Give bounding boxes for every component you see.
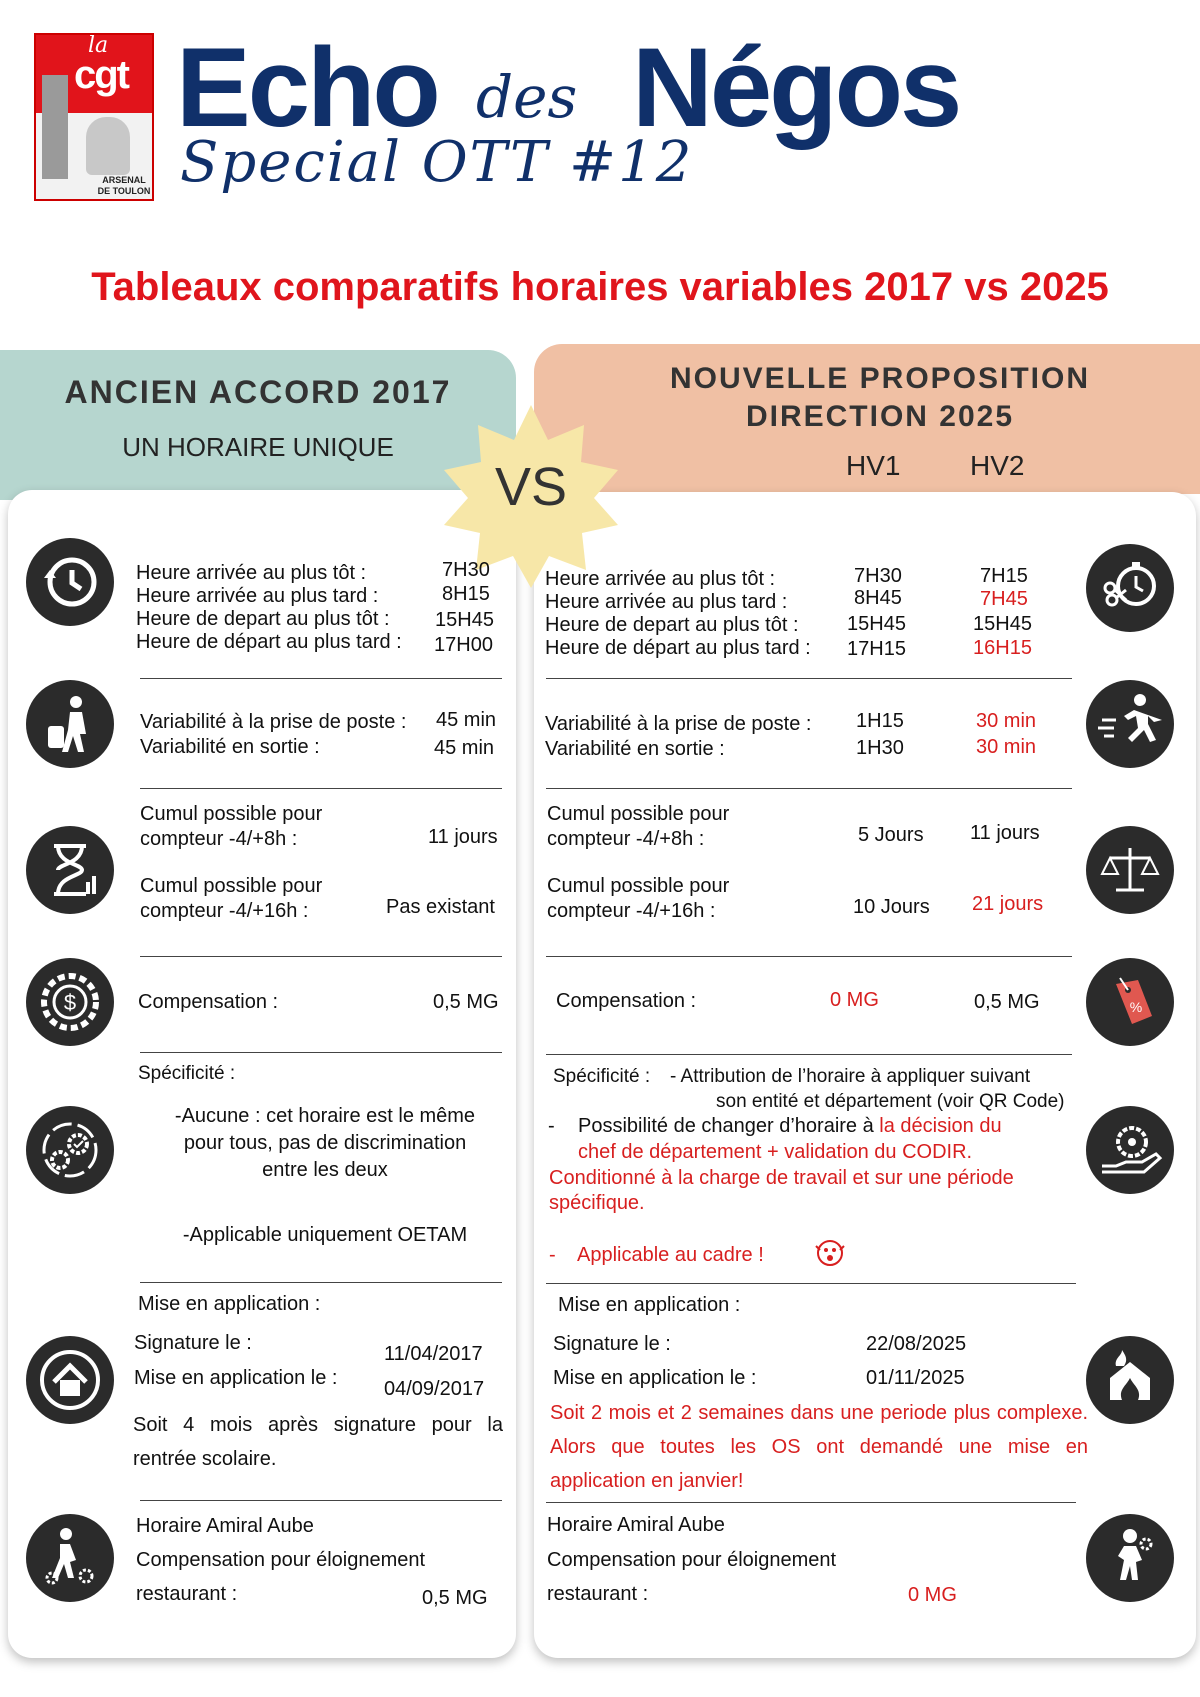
right-hour-label-3: Heure de depart au plus tôt : bbox=[545, 614, 799, 636]
right-hour-hv1-2: 8H45 bbox=[854, 587, 902, 609]
logo-arsenal-text: ARSENAL DE TOULON bbox=[97, 175, 151, 196]
left-var-label-2: Variabilité en sortie : bbox=[140, 736, 320, 758]
svg-text:%: % bbox=[1129, 999, 1143, 1015]
right-cumul-hv1-1: 5 Jours bbox=[858, 824, 924, 846]
left-var-value-1: 45 min bbox=[436, 709, 497, 731]
right-hour-hv2-1: 7H15 bbox=[980, 565, 1028, 587]
left-cumul-label-1a: Cumul possible pour bbox=[140, 803, 323, 825]
hourglass-chart-icon bbox=[26, 826, 114, 914]
left-comp-label: Compensation : bbox=[138, 991, 279, 1013]
hand-gear-icon bbox=[1086, 1106, 1174, 1194]
logo-cgt: cgt bbox=[74, 53, 128, 97]
right-spec-p1a: - Attribution de l’horaire à appliquer suivant bbox=[670, 1066, 1031, 1087]
left-cumul-value-1: 11 jours bbox=[428, 826, 498, 848]
left-hour-value-2: 8H15 bbox=[442, 583, 490, 605]
right-hour-hv1-4: 17H15 bbox=[847, 638, 906, 660]
divider bbox=[546, 788, 1072, 789]
right-comp-label: Compensation : bbox=[556, 990, 697, 1012]
title-negos: Négos bbox=[632, 25, 960, 150]
house-fire-icon bbox=[1086, 1336, 1174, 1424]
left-app-value: 04/09/2017 bbox=[384, 1378, 485, 1400]
hv1-label: HV1 bbox=[846, 450, 901, 481]
right-spec-label: Spécificité : bbox=[553, 1066, 651, 1087]
title-des: des bbox=[476, 63, 578, 131]
vs-label: VS bbox=[494, 457, 568, 517]
right-spec-dash-2: - bbox=[549, 1244, 556, 1266]
right-hour-hv2-4: 16H15 bbox=[973, 637, 1032, 659]
right-title-line2: DIRECTION 2025 bbox=[745, 400, 1015, 433]
right-spec-dash: - bbox=[548, 1115, 555, 1137]
left-app-label: Mise en application le : bbox=[134, 1367, 338, 1389]
left-amiral-l2: Compensation pour éloignement bbox=[136, 1549, 426, 1571]
right-var-hv1-1: 1H15 bbox=[856, 710, 904, 732]
left-hour-label-1: Heure arrivée au plus tôt : bbox=[136, 562, 367, 584]
right-var-hv1-2: 1H30 bbox=[856, 737, 904, 759]
divider bbox=[546, 1054, 1072, 1055]
right-spec-p2a-red: la décision du bbox=[879, 1115, 1002, 1137]
divider bbox=[140, 956, 502, 957]
right-comp-hv1: 0 MG bbox=[830, 989, 879, 1011]
right-title bbox=[640, 360, 1120, 436]
left-signature-label: Signature le : bbox=[134, 1332, 252, 1354]
left-spec-p2: -Applicable uniquement OETAM bbox=[182, 1224, 468, 1246]
right-comp-hv2: 0,5 MG bbox=[974, 991, 1040, 1013]
right-hour-hv1-3: 15H45 bbox=[847, 613, 906, 635]
right-hour-label-2: Heure arrivée au plus tard : bbox=[545, 591, 788, 613]
shocked-face-icon bbox=[812, 1236, 848, 1270]
left-hour-value-3: 15H45 bbox=[435, 609, 494, 631]
left-cumul-label-2a: Cumul possible pour bbox=[140, 875, 323, 897]
left-hour-label-3: Heure de depart au plus tôt : bbox=[136, 608, 390, 630]
left-var-value-2: 45 min bbox=[434, 737, 495, 759]
left-cumul-label-2b: compteur -4/+16h : bbox=[140, 900, 309, 922]
left-hour-value-1: 7H30 bbox=[442, 559, 490, 581]
right-cumul-hv2-2: 21 jours bbox=[972, 893, 1044, 915]
right-var-label-2: Variabilité en sortie : bbox=[545, 738, 725, 760]
right-signature-label: Signature le : bbox=[553, 1333, 671, 1355]
right-cumul-label-2a: Cumul possible pour bbox=[547, 875, 730, 897]
right-amiral-value: 0 MG bbox=[908, 1584, 957, 1606]
right-cumul-label-1a: Cumul possible pour bbox=[547, 803, 730, 825]
divider bbox=[546, 678, 1072, 679]
left-hour-value-4: 17H00 bbox=[434, 634, 493, 656]
right-cumul-hv2-1: 11 jours bbox=[970, 822, 1040, 844]
traveler-luggage-icon bbox=[26, 680, 114, 768]
right-hour-hv2-2: 7H45 bbox=[980, 588, 1028, 610]
running-person-icon bbox=[1086, 680, 1174, 768]
right-title-line1: NOUVELLE PROPOSITION bbox=[669, 362, 1091, 395]
right-hour-label-4: Heure de départ au plus tard : bbox=[545, 637, 811, 659]
title-echo: Echo bbox=[176, 25, 438, 150]
right-spec-p1b: son entité et département (voir QR Code) bbox=[716, 1091, 1065, 1112]
right-spec-p3a: Conditionné à la charge de travail et sur une période bbox=[549, 1167, 1014, 1189]
divider bbox=[140, 1052, 502, 1053]
logo-la: la bbox=[88, 33, 109, 58]
right-amiral-l2: Compensation pour éloignement bbox=[547, 1549, 837, 1571]
subtitle-special: Special OTT #12 bbox=[180, 130, 694, 195]
right-spec-p3b: spécifique. bbox=[549, 1192, 645, 1214]
divider bbox=[140, 788, 502, 789]
divider bbox=[140, 1282, 502, 1283]
right-signature-value: 22/08/2025 bbox=[866, 1333, 967, 1355]
divider bbox=[546, 1502, 1076, 1503]
left-cumul-label-1b: compteur -4/+8h : bbox=[140, 828, 298, 850]
logo-tower-image bbox=[42, 75, 68, 179]
right-spec-p2b: chef de département + validation du CODIR. bbox=[578, 1141, 973, 1163]
walking-person-gears-icon bbox=[26, 1514, 114, 1602]
right-amiral-l3: restaurant : bbox=[547, 1583, 649, 1605]
divider bbox=[546, 1283, 1076, 1284]
right-spec-p4: Applicable au cadre ! bbox=[577, 1244, 764, 1266]
right-cumul-hv1-2: 10 Jours bbox=[853, 896, 930, 918]
history-clock-icon bbox=[26, 538, 114, 626]
right-cumul-label-1b: compteur -4/+8h : bbox=[547, 828, 705, 850]
discount-tag-icon bbox=[1086, 958, 1174, 1046]
left-mise-note: Soit 4 mois après signature pour la rentrée scolaire. bbox=[133, 1414, 503, 1470]
right-app-value: 01/11/2025 bbox=[866, 1367, 965, 1389]
left-amiral-value: 0,5 MG bbox=[422, 1587, 488, 1609]
right-mise-note: Soit 2 mois et 2 semaines dans une periode plus complexe. Alors que toutes les OS ont demandé une mise en application en janvier! bbox=[550, 1402, 1088, 1492]
right-spec-p2a-text: Possibilité de changer d’horaire à bbox=[578, 1115, 874, 1137]
right-app-label: Mise en application le : bbox=[553, 1367, 757, 1389]
scales-icon bbox=[1086, 826, 1174, 914]
cgt-logo bbox=[34, 33, 154, 201]
left-mise-label: Mise en application : bbox=[138, 1293, 321, 1315]
divider bbox=[140, 678, 502, 679]
right-mise-label: Mise en application : bbox=[558, 1294, 741, 1316]
hv2-label: HV2 bbox=[970, 450, 1025, 481]
right-cumul-label-2b: compteur -4/+16h : bbox=[547, 900, 716, 922]
left-comp-value: 0,5 MG bbox=[433, 991, 499, 1013]
headline: Tableaux comparatifs horaires variables 2017 vs 2025 bbox=[91, 265, 1109, 309]
left-cumul-value-2: Pas existant bbox=[386, 896, 495, 918]
dollar-gear-icon bbox=[26, 958, 114, 1046]
right-hour-label-1: Heure arrivée au plus tôt : bbox=[545, 568, 776, 590]
left-spec-p1b: pour tous, pas de discrimination bbox=[183, 1132, 467, 1154]
left-amiral-l1: Horaire Amiral Aube bbox=[136, 1515, 314, 1537]
left-card bbox=[8, 490, 516, 1658]
left-spec-p1a: -Aucune : cet horaire est le même bbox=[174, 1105, 476, 1127]
logo-person-image bbox=[86, 117, 130, 175]
right-amiral-l1: Horaire Amiral Aube bbox=[547, 1514, 725, 1536]
left-hour-label-4: Heure de départ au plus tard : bbox=[136, 631, 402, 653]
left-spec-label: Spécificité : bbox=[138, 1063, 236, 1084]
left-subtitle: UN HORAIRE UNIQUE bbox=[122, 432, 394, 462]
divider bbox=[140, 1500, 502, 1501]
left-var-label-1: Variabilité à la prise de poste : bbox=[140, 711, 407, 733]
right-hour-hv2-3: 15H45 bbox=[973, 613, 1032, 635]
divider bbox=[546, 956, 1072, 957]
right-hour-hv1-1: 7H30 bbox=[854, 565, 902, 587]
left-spec-p1c: entre les deux bbox=[262, 1159, 388, 1181]
left-hour-label-2: Heure arrivée au plus tard : bbox=[136, 585, 379, 607]
left-title: ANCIEN ACCORD 2017 bbox=[64, 374, 452, 410]
right-var-hv2-1: 30 min bbox=[976, 710, 1037, 732]
stopwatch-scissors-icon bbox=[1086, 544, 1174, 632]
right-var-hv2-2: 30 min bbox=[976, 736, 1037, 758]
right-spec-p2a bbox=[578, 1114, 1002, 1138]
stressed-person-icon bbox=[1086, 1514, 1174, 1602]
left-signature-value: 11/04/2017 bbox=[384, 1343, 483, 1365]
gears-check-icon bbox=[26, 1106, 114, 1194]
right-var-label-1: Variabilité à la prise de poste : bbox=[545, 713, 812, 735]
home-icon bbox=[26, 1336, 114, 1424]
svg-text:$: $ bbox=[63, 990, 77, 1015]
left-amiral-l3: restaurant : bbox=[136, 1583, 238, 1605]
